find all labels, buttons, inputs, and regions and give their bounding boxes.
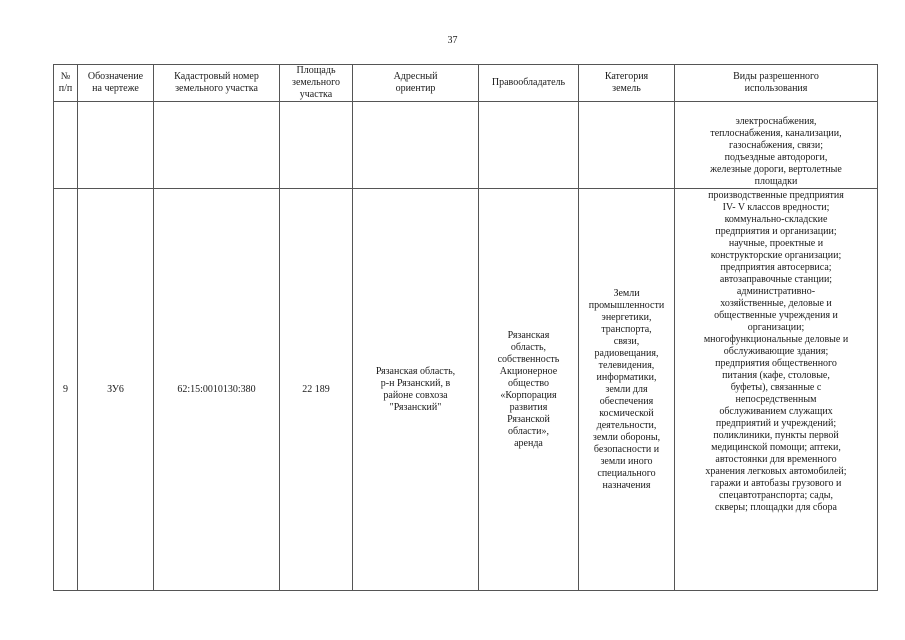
cell-owner: Рязанская область, собственность Акционерное общество «Корпорация развития Рязанской области», аренда	[479, 189, 579, 591]
cell-uses: производственные предприятия IV- V классов вредности; коммунально-складские предприятия и организации; научные, проектные и конструкторские организации; предприятия автосервиса; автозаправочные станции; административно- хозяйственные, деловые и общественные учреждения и организации; многофункциональные деловые и обслуживающие здания; предприятия общественного питания (кафе, столовые, буфеты), связанные с непосредственным обслуживанием служащих предприятий и учреждений; поликлиники, пункты первой медицинской помощи; аптеки, автостоянки для временного хранения легковых автомобилей; гаражи и автобазы грузового и спецавтотранспорта; сады, скверы; площадки для сбора	[675, 189, 878, 591]
header-area: Площадь земельного участка	[280, 65, 353, 102]
header-designation: Обозначение на чертеже	[78, 65, 154, 102]
header-row	[54, 65, 878, 102]
cell-area: 22 189	[280, 189, 353, 591]
cell-empty	[579, 102, 675, 189]
header-address: Адресный ориентир	[353, 65, 479, 102]
cell-empty	[54, 102, 78, 189]
header-uses: Виды разрешенного использования	[675, 65, 878, 102]
cell-address: Рязанская область, р-н Рязанский, в районе совхоза "Рязанский"	[353, 189, 479, 591]
cell-category: Земли промышленности энергетики, транспорта, связи, радиовещания, телевидения, информатики, земли для обеспечения космической деятельности, земли обороны, безопасности и земли иного специального назначения	[579, 189, 675, 591]
table-row	[54, 189, 878, 591]
continuation-row	[54, 102, 878, 189]
cell-empty	[479, 102, 579, 189]
cell-empty	[353, 102, 479, 189]
cell-num: 9	[54, 189, 78, 591]
header-owner: Правообладатель	[479, 65, 579, 102]
page-number: 37	[447, 35, 458, 46]
cell-empty	[280, 102, 353, 189]
land-plot-table	[53, 64, 878, 591]
header-cadastral: Кадастровый номер земельного участка	[154, 65, 280, 102]
header-category: Категория земель	[579, 65, 675, 102]
cell-cadastral: 62:15:0010130:380	[154, 189, 280, 591]
header-num: № п/п	[54, 65, 78, 102]
cell-empty	[154, 102, 280, 189]
cell-uses-continued: электроснабжения, теплоснабжения, канализации, газоснабжения, связи; подъездные автодороги, железные дороги, вертолетные площадки	[675, 102, 878, 189]
cell-designation: ЗУ6	[78, 189, 154, 591]
cell-empty	[78, 102, 154, 189]
